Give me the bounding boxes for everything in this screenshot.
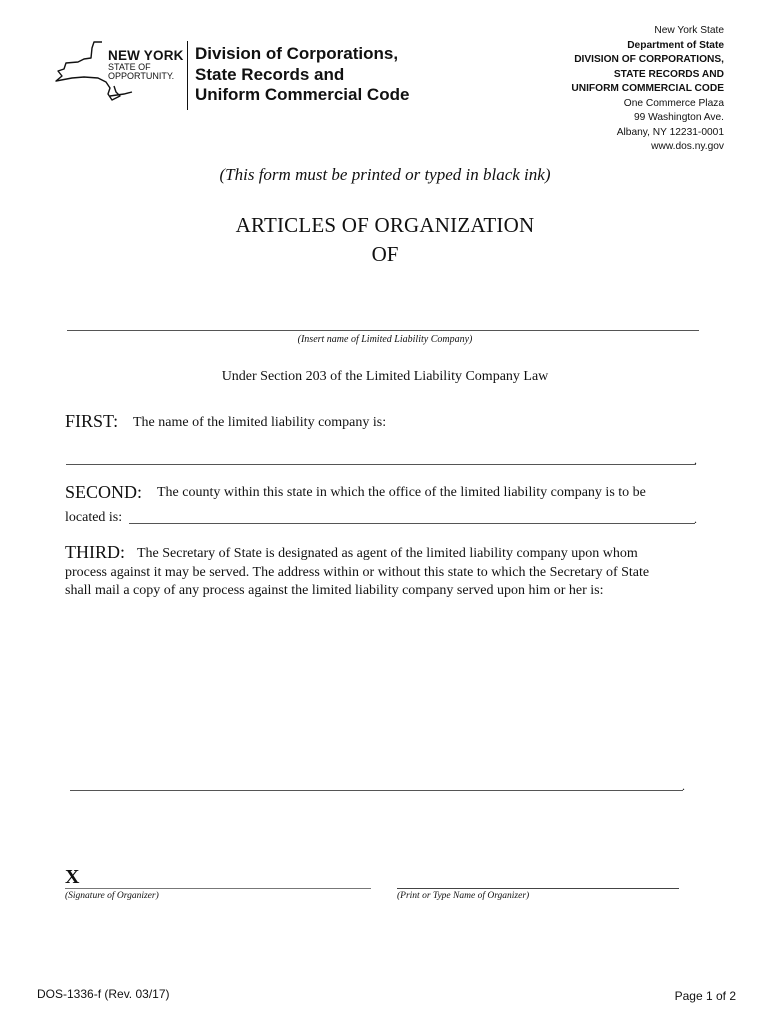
address-division-line: UNIFORM COMMERCIAL CODE <box>571 83 724 94</box>
first-period: . <box>694 453 697 467</box>
organizer-name-field[interactable] <box>397 888 679 889</box>
address-department: Department of State <box>627 39 724 51</box>
form-number: DOS-1336-f (Rev. 03/17) <box>37 987 170 1001</box>
law-reference: Under Section 203 of the Limited Liability Company Law <box>221 369 549 384</box>
third-period: . <box>682 779 685 793</box>
address-street: 99 Washington Ave. <box>633 112 724 123</box>
third-text-line: process against it may be served. The address within or without this state to which the Secretary of State <box>65 564 650 580</box>
logo-new-york: NEW YORK <box>108 48 184 63</box>
division-name-line: Division of Corporations, <box>195 44 399 63</box>
page-number: Page 1 of 2 <box>674 989 736 1003</box>
company-name-field[interactable] <box>66 464 696 465</box>
llc-name-field[interactable] <box>67 330 699 331</box>
signature-field[interactable] <box>65 888 371 889</box>
third-text-line: shall mail a copy of any process against the limited liability company served upon him or her is: <box>65 583 604 598</box>
logo-state-of: STATE OF <box>108 62 151 72</box>
third-text-line: The Secretary of State is designated as agent of the limited liability company upon whom <box>137 546 638 561</box>
organizer-name-caption: (Print or Type Name of Organizer) <box>397 891 530 901</box>
address-street: One Commerce Plaza <box>623 97 724 109</box>
form-title-of: OF <box>371 242 399 266</box>
process-address-field[interactable] <box>70 790 683 791</box>
signature-caption: (Signature of Organizer) <box>65 891 159 901</box>
form-title: ARTICLES OF ORGANIZATION <box>235 213 535 237</box>
signature-x-mark: X <box>65 866 80 888</box>
second-text: The county within this state in which the office of the limited liability company is to be <box>157 485 646 500</box>
address-division-line: STATE RECORDS AND <box>613 68 724 80</box>
address-city: Albany, NY 12231-0001 <box>616 126 724 138</box>
second-located-label: located is: <box>65 510 123 525</box>
division-name-line: State Records and <box>195 64 345 84</box>
address-division-line: DIVISION OF CORPORATIONS, <box>574 54 724 65</box>
second-label: SECOND: <box>65 482 143 502</box>
second-period: . <box>694 512 697 526</box>
division-name-line: Uniform Commercial Code <box>195 85 410 104</box>
address-website: www.dos.ny.gov <box>651 141 724 152</box>
address-block <box>571 24 724 155</box>
first-label: FIRST: <box>65 411 119 431</box>
logo-divider <box>187 41 188 110</box>
address-state: New York State <box>654 25 724 36</box>
logo-opportunity: OPPORTUNITY. <box>108 71 175 81</box>
first-text: The name of the limited liability company is: <box>133 415 387 430</box>
third-text <box>65 545 705 601</box>
third-label: THIRD: <box>65 542 125 562</box>
county-field[interactable] <box>129 523 695 524</box>
llc-name-caption: (Insert name of Limited Liability Company) <box>297 334 473 345</box>
division-name <box>195 44 409 106</box>
ink-instruction: (This form must be printed or typed in black ink) <box>219 165 551 184</box>
